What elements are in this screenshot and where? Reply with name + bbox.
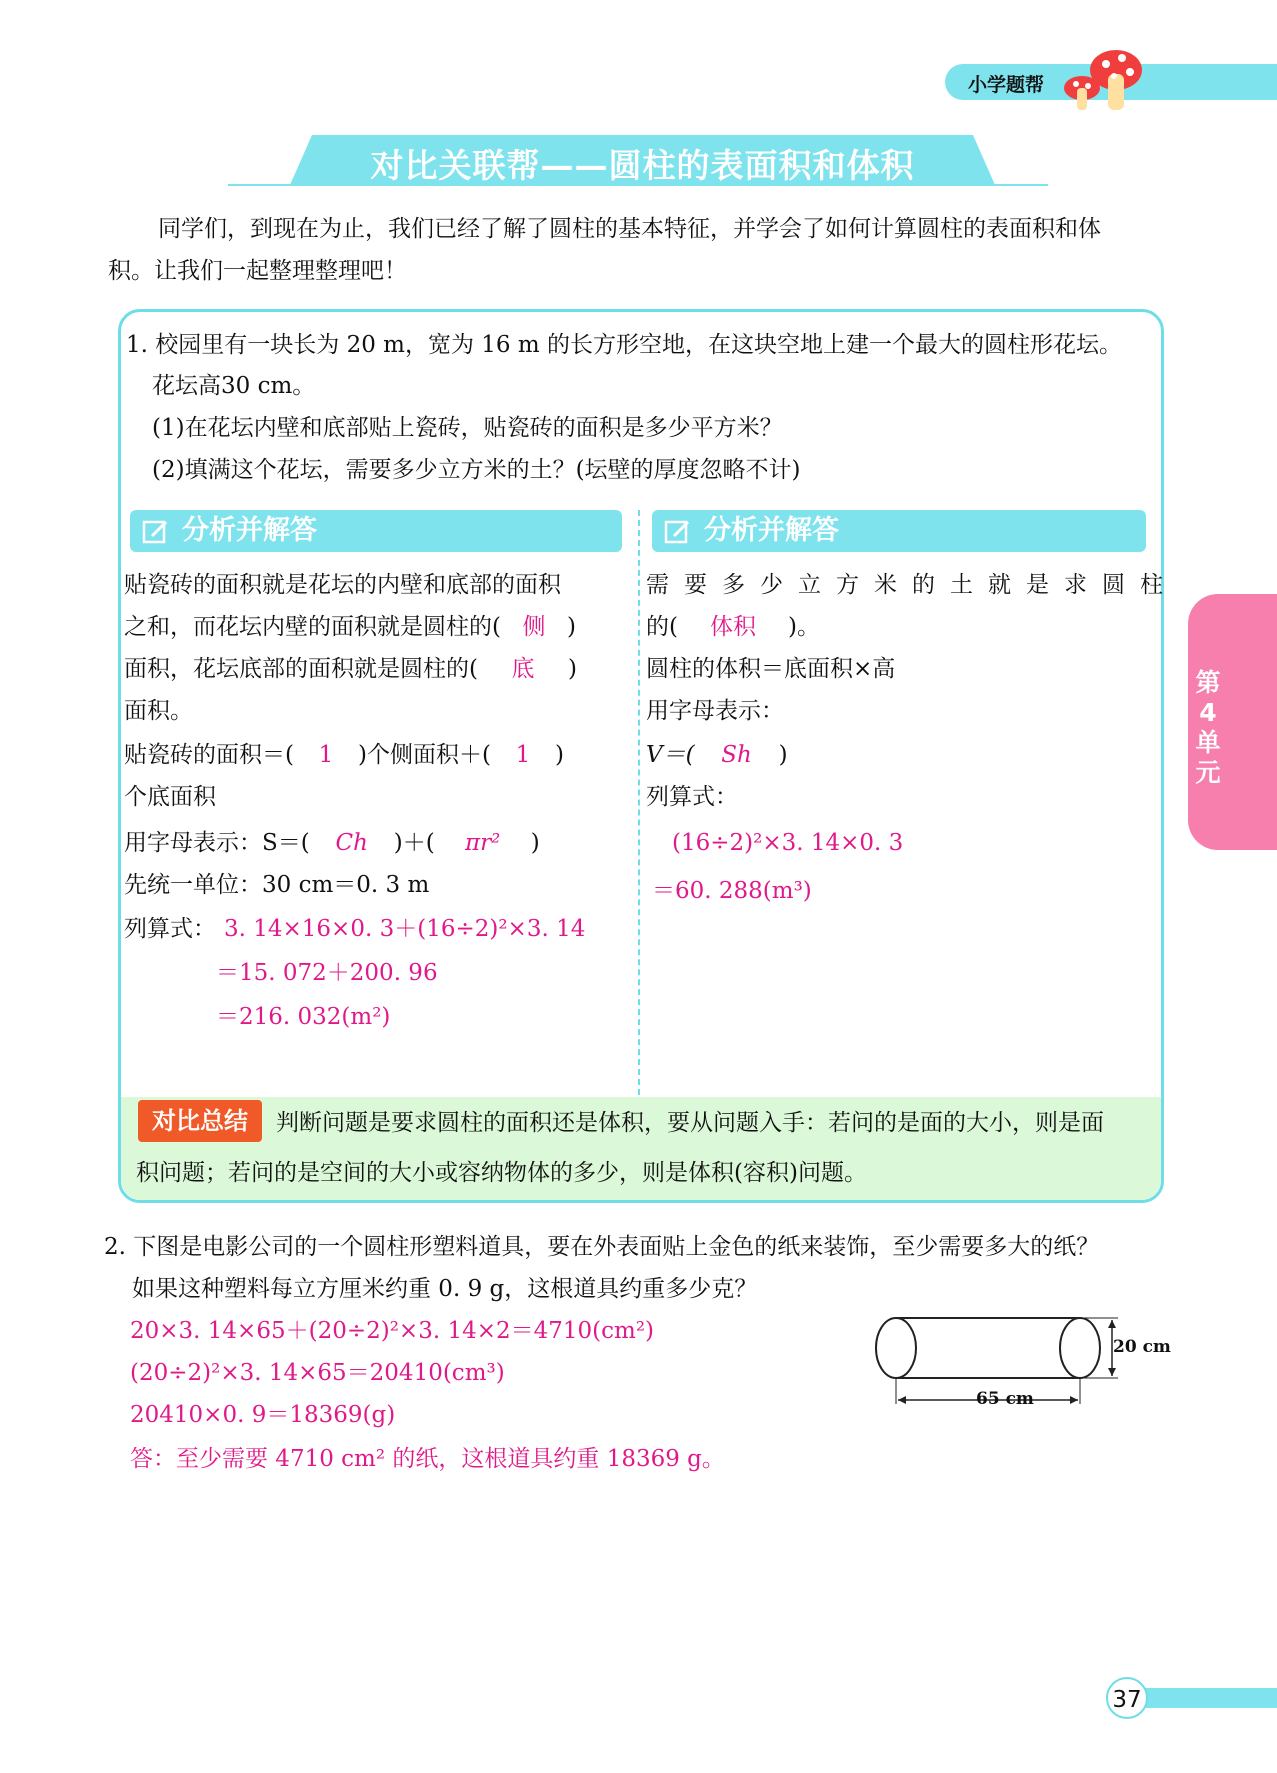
left-line-8: 先统一单位：30 cm＝0. 3 m — [124, 872, 430, 898]
left-line-10: ＝15. 072＋200. 96 — [216, 960, 438, 986]
q2-answer-1: 20×3. 14×65＋(20÷2)²×3. 14×2＝4710(cm²) — [130, 1318, 655, 1344]
right-line-7: (16÷2)²×3. 14×0. 3 — [672, 830, 904, 856]
right-line-5: V＝( Sh ) — [646, 742, 788, 768]
q2-answer-4: 答：至少需要 4710 cm² 的纸，这根道具约重 18369 g。 — [130, 1446, 725, 1472]
right-analysis-title: 分析并解答 — [704, 515, 839, 546]
footer-band — [1132, 1688, 1277, 1708]
q2-line-1: 2. 下图是电影公司的一个圆柱形塑料道具，要在外表面贴上金色的纸来装饰，至少需要多大的纸？ — [104, 1234, 1100, 1260]
q2-answer-2: (20÷2)²×3. 14×65＝20410(cm³) — [130, 1360, 505, 1386]
right-line-1: 需要多少立方米的土就是求圆柱 — [646, 572, 1178, 598]
right-line-6: 列算式： — [646, 784, 738, 810]
q1-line-4: (2)填满这个花坛，需要多少立方米的土？(坛壁的厚度忽略不计) — [152, 457, 801, 483]
left-analysis-title: 分析并解答 — [182, 515, 317, 546]
unit-side-label: 第 4 单 元 — [1195, 668, 1221, 787]
page-title: 对比关联帮——圆柱的表面积和体积 — [370, 146, 915, 185]
left-analysis-header — [130, 510, 622, 552]
page-number: 37 — [1106, 1677, 1148, 1719]
right-line-4: 用字母表示： — [646, 698, 784, 724]
right-line-2: 的( 体积 )。 — [646, 614, 820, 640]
q1-line-3: (1)在花坛内壁和底部贴上瓷砖，贴瓷砖的面积是多少平方米？ — [152, 415, 783, 441]
left-line-3: 面积，花坛底部的面积就是圆柱的( 底 ) — [124, 656, 577, 682]
right-line-8: ＝60. 288(m³) — [652, 878, 812, 904]
summary-line-1: 判断问题是要求圆柱的面积还是体积，要从问题入手：若问的是面的大小，则是面 — [276, 1110, 1104, 1136]
left-line-9: 列算式： 3. 14×16×0. 3＋(16÷2)²×3. 14 — [124, 916, 586, 942]
column-divider — [638, 510, 640, 1095]
q2-answer-3: 20410×0. 9＝18369(g) — [130, 1402, 396, 1428]
edit-icon — [664, 518, 692, 546]
intro-line-2: 积。让我们一起整理整理吧！ — [108, 258, 407, 284]
q2-line-2: 如果这种塑料每立方厘米约重 0. 9 g，这根道具约重多少克？ — [132, 1276, 758, 1302]
mushroom-icon — [1060, 44, 1146, 114]
summary-line-2: 积问题；若问的是空间的大小或容纳物体的多少，则是体积(容积)问题。 — [136, 1160, 867, 1186]
intro-line-1: 同学们，到现在为止，我们已经了解了圆柱的基本特征，并学会了如何计算圆柱的表面积和体 — [158, 216, 1101, 242]
brand-label: 小学题帮 — [968, 74, 1045, 96]
left-line-5: 贴瓷砖的面积＝( 1 )个侧面积＋( 1 ) — [124, 742, 564, 768]
edit-icon — [142, 518, 170, 546]
q1-line-2: 花坛高30 cm。 — [152, 373, 316, 399]
right-analysis-header — [652, 510, 1146, 552]
figure-length-label: 65 cm — [976, 1389, 1034, 1409]
left-line-2: 之和，而花坛内壁的面积就是圆柱的( 侧 ) — [124, 614, 576, 640]
q1-line-1: 1. 校园里有一块长为 20 m，宽为 16 m 的长方形空地，在这块空地上建一个最大的圆柱形花坛。 — [126, 332, 1122, 358]
left-line-6: 个底面积 — [124, 784, 216, 810]
left-line-11: ＝216. 032(m²) — [216, 1004, 391, 1030]
right-line-3: 圆柱的体积＝底面积×高 — [646, 656, 896, 682]
figure-diameter-label: 20 cm — [1113, 1337, 1171, 1357]
left-line-4: 面积。 — [124, 698, 193, 724]
left-line-1: 贴瓷砖的面积就是花坛的内壁和底部的面积 — [124, 572, 561, 598]
left-line-7: 用字母表示：S＝( Ch )＋( πr² ) — [124, 830, 540, 856]
summary-tag: 对比总结 — [138, 1100, 262, 1142]
